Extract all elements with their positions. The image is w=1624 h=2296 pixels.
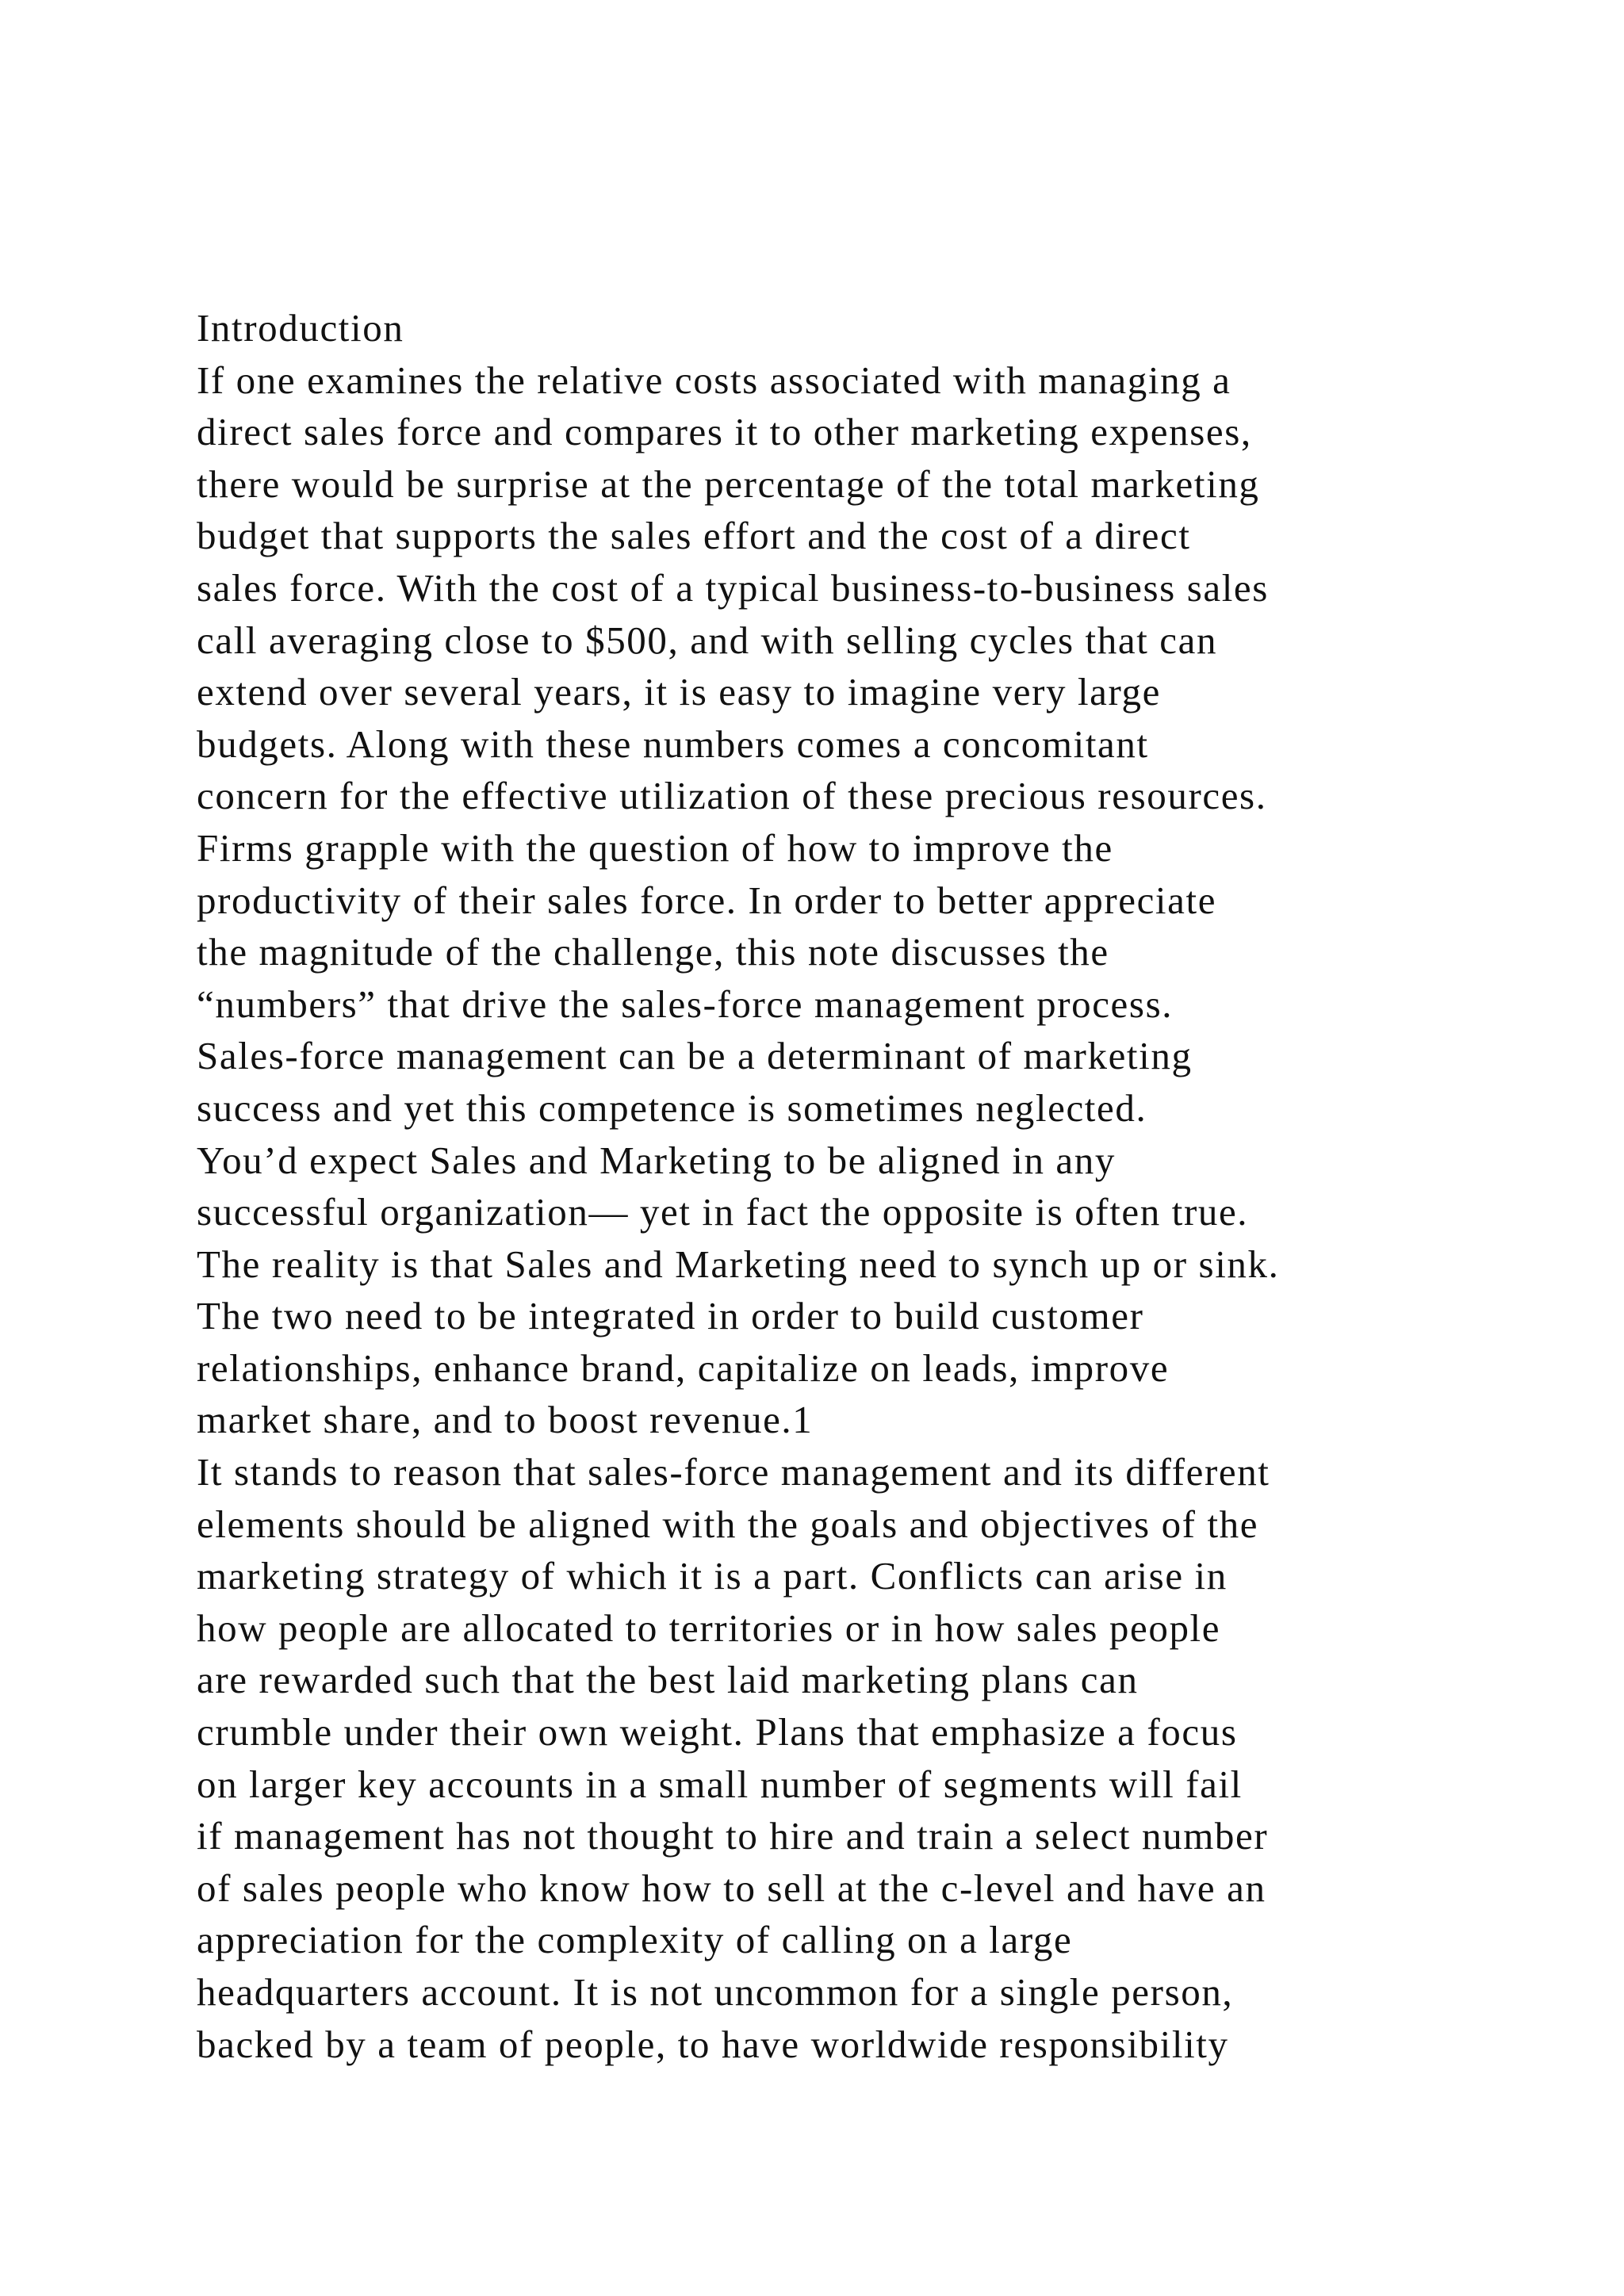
text-line: how people are allocated to territories or in how sales people [197, 1605, 1221, 1650]
text-line: If one examines the relative costs associated with managing a [197, 358, 1231, 402]
text-line: productivity of their sales force. In order to better appreciate [197, 878, 1217, 922]
text-line: It stands to reason that sales-force management and its different [197, 1450, 1270, 1494]
text-line: are rewarded such that the best laid marketing plans can [197, 1658, 1139, 1702]
text-line: crumble under their own weight. Plans that emphasize a focus [197, 1710, 1238, 1755]
text-line: backed by a team of people, to have worldwide responsibility [197, 2022, 1229, 2066]
text-line: of sales people who know how to sell at the c-level and have an [197, 1866, 1266, 1910]
text-line: concern for the effective utilization of these precious resources. [197, 774, 1267, 818]
text-line: Firms grapple with the question of how to improve the [197, 825, 1113, 870]
text-line: budgets. Along with these numbers comes a concomitant [197, 721, 1149, 766]
text-line: elements should be aligned with the goals and objectives of the [197, 1502, 1259, 1546]
text-line: success and yet this competence is sometimes neglected. [197, 1085, 1147, 1130]
text-line: on larger key accounts in a small number of segments will fail [197, 1762, 1243, 1806]
text-line: “numbers” that drive the sales-force management process. [197, 982, 1174, 1026]
text-line: the magnitude of the challenge, this note discusses the [197, 930, 1109, 974]
text-line: You’d expect Sales and Marketing to be aligned in any [197, 1138, 1116, 1182]
text-line: headquarters account. It is not uncommon for a single person, [197, 1970, 1234, 2014]
text-line: The two need to be integrated in order to build customer [197, 1294, 1144, 1338]
text-line: marketing strategy of which it is a part. Conflicts can arise in [197, 1554, 1228, 1598]
text-line: sales force. With the cost of a typical business-to-business sales [197, 565, 1269, 610]
text-line: market share, and to boost revenue.1 [197, 1398, 814, 1442]
text-line: The reality is that Sales and Marketing need to synch up or sink. [197, 1242, 1280, 1286]
section-heading: Introduction [197, 306, 404, 350]
text-line: direct sales force and compares it to other marketing expenses, [197, 410, 1252, 454]
text-line: extend over several years, it is easy to imagine very large [197, 670, 1161, 714]
text-line: relationships, enhance brand, capitalize on leads, improve [197, 1345, 1170, 1390]
text-line: appreciation for the complexity of calling on a large [197, 1918, 1073, 1962]
text-line: if management has not thought to hire and train a select number [197, 1814, 1269, 1858]
text-line: call averaging close to $500, and with selling cycles that can [197, 618, 1218, 662]
text-line: there would be surprise at the percentage of the total marketing [197, 461, 1260, 506]
text-line: budget that supports the sales effort and the cost of a direct [197, 514, 1191, 558]
text-line: Sales-force management can be a determinant of marketing [197, 1034, 1193, 1078]
body-text [197, 302, 1497, 2070]
text-line: successful organization— yet in fact the opposite is often true. [197, 1190, 1249, 1234]
